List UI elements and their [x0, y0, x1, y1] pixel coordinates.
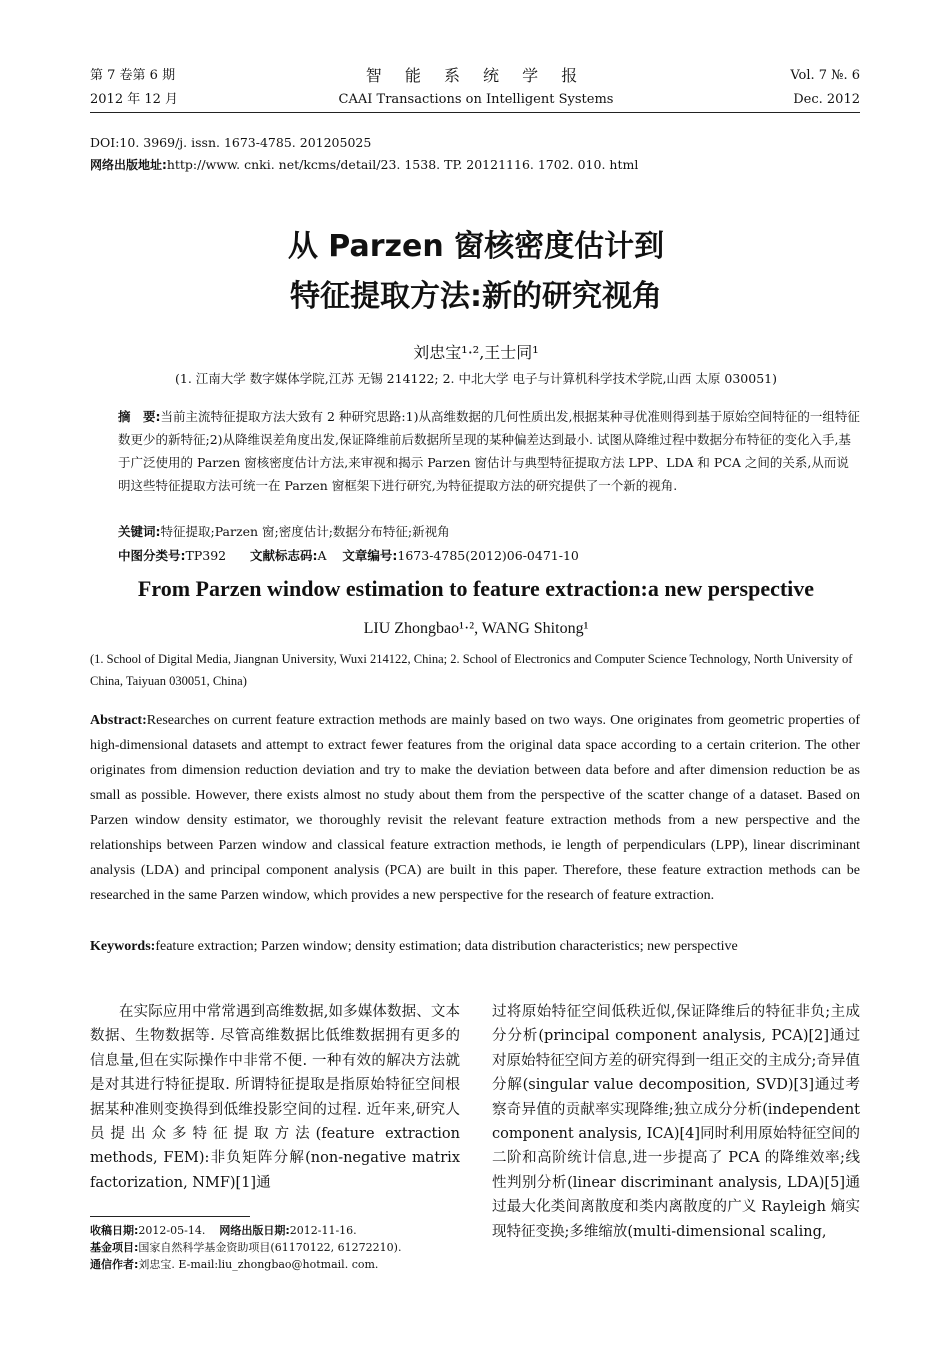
header-volume-en: [790, 64, 860, 112]
abstract-en-label: Abstract:: [90, 713, 147, 728]
abstract-cn: [118, 405, 860, 497]
doi-line: DOI:10. 3969/j. issn. 1673-4785. 201205025: [90, 135, 372, 150]
keywords-en: [90, 934, 860, 959]
authors-cn: 刘忠宝¹·²,王士同¹: [413, 343, 539, 362]
abstract-cn-text: 当前主流特征提取方法大致有 2 种研究思路:1)从高维数据的几何性质出发,根据某种寻优准则得到基于原始空间特征的一组特征数更少的新特征;2)从降维误差角度出发,保证降维前后数据所呈现的某种偏差达到最小. 试图从降维过程中数据分布特征的变化入手,基于广泛使用的 Parzen 窗核密度估计方法,来审视和揭示 Parzen 窗估计与典型特征提取方法 LPP、LDA 和 PCA 之间的关系,从而说明这些特征提取方法可统一在 Parzen 窗框架下进行研究,为特征提取方法的研究提供了一个新的视角.: [118, 409, 860, 493]
doc-code-label: 文献标志码:: [249, 548, 318, 563]
article-no-label: 文章编号:: [342, 548, 398, 563]
online-date-label: 网络出版日期:: [219, 1224, 290, 1237]
title-cn-line1: 从 Parzen 窗核密度估计到: [287, 229, 665, 264]
body-paragraph-intro: 在实际应用中常常遇到高维数据,如多媒体数据、文本数据、生物数据等. 尽管高维数据比低维数据拥有更多的信息量,但在实际操作中非常不便. 一种有效的解决方法就是对其进行特征提取. 所谓特征提取是指原始特征空间根据某种准则变换得到低维投影空间的过程. 近年来,研究人员提出众多特征提取方法(feature extraction methods, FEM):非负矩阵分解(non-negative matrix factorization, NMF)[1]通: [90, 1004, 460, 1191]
title-cn: [0, 222, 952, 322]
header-date-cn: 2012 年 12 月: [90, 92, 179, 107]
corresponding-text: 刘忠宝. E-mail:liu_zhongbao@hotmail. com.: [138, 1258, 379, 1271]
received-label: 收稿日期:: [90, 1224, 139, 1237]
footnote-dates: [90, 1222, 470, 1239]
doc-code-value: A: [317, 548, 327, 563]
header-divider: [90, 112, 860, 113]
online-address-line: [90, 154, 638, 176]
online-address-url[interactable]: http://www. cnki. net/kcms/detail/23. 1538. TP. 20121116. 1702. 010. html: [166, 157, 639, 172]
keywords-cn-label: 关键词:: [118, 524, 161, 539]
article-no-value: 1673-4785(2012)06-0471-10: [397, 548, 579, 563]
header-vol-no: Vol. 7 №. 6: [790, 68, 860, 83]
abstract-en-text: Researches on current feature extraction methods are mainly based on two ways. One originates from geometric properties of high-dimensional datasets and attempt to extract fewer features from the original data space according to a certain criterion. The other originates from dimension reduction deviation and try to make the deviation between data before and after dimension reduction be as small as possible. However, there exists almost no study about them from the perspective of the scatter change of a dataset. Based on Parzen window density estimator, we thoroughly revisit the relevant feature extraction methods from a new perspective and the relationships between Parzen window and classical feature extraction methods, ie length of perpendiculars (LPP), linear discriminant analysis (LDA) and principal component analysis (PCA) are built in this paper. Therefore, these feature extraction methods can be researched in the same Parzen window, which provides a new perspective for the research of feature extraction.: [90, 713, 860, 903]
classification-line: [118, 544, 860, 568]
title-cn-line2: 特征提取方法:新的研究视角: [290, 279, 662, 314]
footnotes: [90, 1222, 470, 1273]
journal-name-en: CAAI Transactions on Intelligent Systems: [338, 92, 614, 107]
fund-label: 基金项目:: [90, 1241, 139, 1254]
footnote-fund: [90, 1239, 470, 1256]
abstract-en: [90, 708, 860, 908]
fund-text: 国家自然科学基金资助项目(61170122, 61272210).: [138, 1241, 402, 1254]
body-column-right: [492, 1000, 860, 1244]
keywords-cn: [118, 520, 860, 544]
keywords-cn-text: 特征提取;Parzen 窗;密度估计;数据分布特征;新视角: [160, 524, 450, 539]
clc-label: 中图分类号:: [118, 548, 186, 563]
keywords-cn-block: [118, 520, 860, 568]
abstract-cn-label: 摘 要:: [118, 409, 161, 424]
title-en: From Parzen window estimation to feature extraction:a new perspective: [137, 576, 815, 601]
corresponding-label: 通信作者:: [90, 1258, 139, 1271]
online-address-label: 网络出版地址:: [90, 158, 167, 172]
body-paragraph-continued: 过将原始特征空间低秩近似,保证降维后的特征非负;主成分分析(principal component analysis, PCA)[2]通过对原始特征空间方差的研究得到一组正交的主成分;奇异值分解(singular value decomposition, SVD)[3]通过考察奇异值的贡献率实现降维;独立成分分析(independent component analysis, ICA)[4]同时利用原始特征空间的二阶和高阶统计信息,进一步提高了 PCA 的降维效率;线性判别分析(linear discriminant analysis, LDA)[5]通过最大化类间离散度和类内离散度的广义 Rayleigh 熵实现特征变换;多维缩放(multi-dimensional scaling,: [492, 1004, 860, 1240]
online-date: 2012-11-16.: [289, 1224, 357, 1237]
footnote-corresponding: [90, 1256, 470, 1273]
journal-name-cn: 智 能 系 统 学 报: [365, 66, 587, 85]
affiliation-cn: (1. 江南大学 数字媒体学院,江苏 无锡 214122; 2. 中北大学 电子与计算机科学技术学院,山西 太原 030051): [175, 371, 777, 386]
clc-value: TP392: [185, 548, 227, 563]
body-column-left: [90, 1000, 460, 1195]
header-date-en: Dec. 2012: [793, 92, 860, 107]
authors-en: LIU Zhongbao¹·², WANG Shitong¹: [363, 620, 589, 637]
doi-block: [90, 132, 638, 176]
keywords-en-label: Keywords:: [90, 939, 156, 954]
footnote-divider: [90, 1216, 250, 1217]
keywords-en-text: feature extraction; Parzen window; density estimation; data distribution characteristics; new perspective: [155, 939, 738, 954]
header-volume-issue: 第 7 卷第 6 期: [90, 68, 176, 83]
affiliation-en: (1. School of Digital Media, Jiangnan University, Wuxi 214122, China; 2. School of Electronics and Computer Science Technology, North University of China, Taiyuan 030051, China): [90, 652, 853, 688]
received-date: 2012-05-14.: [138, 1224, 206, 1237]
